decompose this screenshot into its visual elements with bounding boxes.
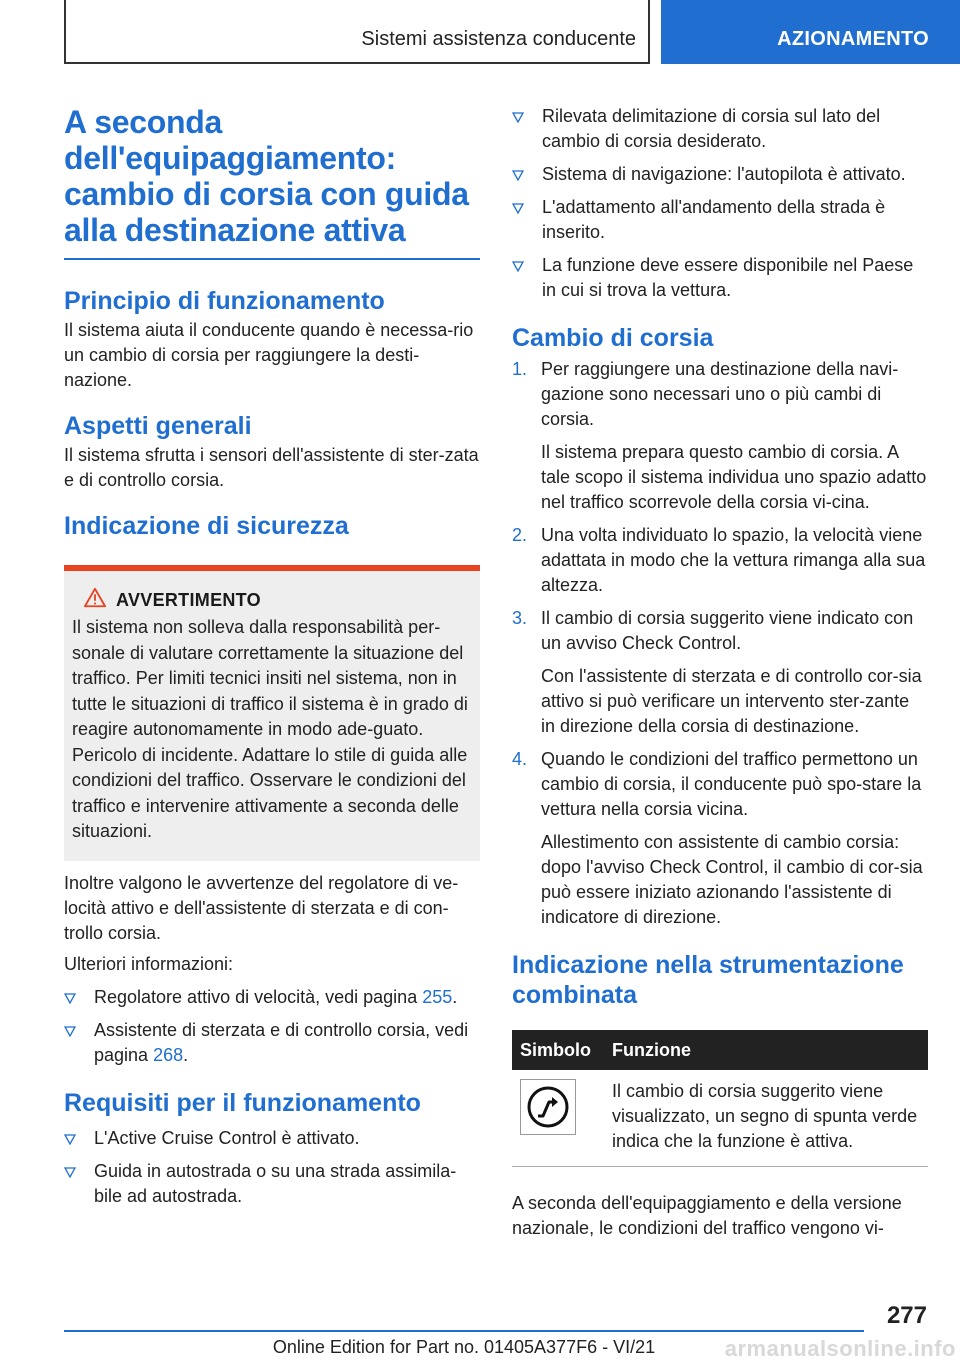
triangle-bullet-icon — [512, 203, 524, 214]
requisito-text: L'Active Cruise Control è attivato. — [94, 1127, 360, 1148]
lane-change-arrow-icon — [525, 1084, 571, 1130]
list-item — [64, 985, 480, 1010]
link-suffix: . — [183, 1044, 189, 1065]
triangle-bullet-icon — [64, 1134, 76, 1145]
warning-text: Il sistema non solleva dalla responsabilità per-sonale di valutare correttamente la situazione del traffico. Per limiti tecnici insiti nel sistema, non in tutte le situazioni di traffico il sistema è in grado di reagire autonomamente in modo ade-guato. Pericolo di incidente. Adattare lo stile di guida alle condizioni del traffico. Osservare le condizioni del traffico e intervenire attivamente a seconda delle situazioni. — [72, 617, 468, 841]
step-text-2: Il sistema prepara questo cambio di corsia. A tale scopo il sistema individua uno spazio adatto nel traffico scorrevole della corsia vi-cina. — [541, 442, 927, 512]
symbol-cell — [512, 1070, 604, 1167]
requisiti-list — [64, 1126, 480, 1209]
inoltre-text: Inoltre valgono le avvertenze del regolatore di ve-locità attivo e dell'assistente di sterzata e di con-trollo corsia. — [64, 872, 459, 943]
steps-list — [512, 357, 928, 930]
list-item — [512, 195, 928, 245]
heading-aspetti: Aspetti generali — [64, 412, 252, 440]
principio-text: Il sistema aiuta il conducente quando è necessa-rio un cambio di corsia per raggiungere la desti-nazione. — [64, 320, 474, 390]
closing-text: A seconda dell'equipaggiamento e della versione nazionale, le condizioni del traffico vengono vi- — [512, 1193, 902, 1238]
link-suffix: . — [452, 986, 458, 1007]
step-number: 3. — [512, 608, 528, 628]
warning-title-row — [72, 589, 472, 611]
aspetti-text: Il sistema sfrutta i sensori dell'assistente di ster-zata e di controllo corsia. — [64, 445, 479, 490]
step-text: Quando le condizioni del traffico permettono un cambio di corsia, il conducente può spo-stare la vettura nella corsia vicina. — [541, 749, 922, 819]
footer-edition: Online Edition for Part no. 01405A377F6 - VI/21 — [272, 1337, 656, 1357]
step-number: 1. — [512, 359, 528, 379]
step-item — [512, 606, 928, 739]
left-column — [64, 104, 480, 1209]
requisito-text: Rilevata delimitazione di corsia sul lato del cambio di corsia desiderato. — [542, 106, 881, 151]
requisito-text: Sistema di navigazione: l'autopilota è attivato. — [542, 164, 906, 184]
table-row — [512, 1070, 928, 1167]
page-link-255[interactable]: 255 — [422, 986, 453, 1007]
step-text: Il cambio di corsia suggerito viene indicato con un avviso Check Control. — [541, 608, 914, 653]
heading-requisiti: Requisiti per il funzionamento — [64, 1088, 421, 1117]
footer-divider — [64, 1330, 864, 1332]
symbol-table — [512, 1030, 928, 1167]
link-text: Regolatore attivo di velocità, vedi pagina — [94, 986, 423, 1007]
warning-title: AVVERTIMENTO — [116, 590, 261, 610]
list-item — [512, 253, 928, 303]
heading-indicazione: Indicazione nella strumentazione combinata — [512, 951, 904, 1009]
function-cell: Il cambio di corsia suggerito viene visualizzato, un segno di spunta verde indica che la funzione è attiva. — [604, 1070, 928, 1167]
step-number: 4. — [512, 749, 528, 769]
list-item — [64, 1018, 480, 1068]
heading-sicurezza: Indicazione di sicurezza — [64, 512, 349, 540]
header-chapter-label: AZIONAMENTO — [777, 28, 929, 50]
list-item — [512, 162, 928, 187]
warning-triangle-icon — [84, 587, 106, 609]
step-number: 2. — [512, 525, 528, 545]
header-section-title: Sistemi assistenza conducente — [361, 28, 636, 50]
triangle-bullet-icon — [64, 1026, 76, 1037]
triangle-bullet-icon — [64, 1167, 76, 1178]
watermark: armanualsonline.info — [724, 1336, 956, 1361]
step-text-2: Con l'assistente di sterzata e di controllo cor-sia attivo si può verificare un intervento ster-zante in direzione della corsia di destinazione. — [541, 666, 922, 736]
list-item — [64, 1126, 480, 1151]
col-symbol-header: Simbolo — [512, 1030, 604, 1070]
requisiti-cont-list — [512, 104, 928, 303]
heading-cambio: Cambio di corsia — [512, 324, 714, 352]
step-text: Per raggiungere una destinazione della navi-gazione sono necessari uno o più cambi di corsia. — [541, 359, 899, 429]
list-item — [64, 1159, 480, 1209]
right-column — [512, 104, 928, 1241]
step-text: Una volta individuato lo spazio, la velocità viene adattata in modo che la vettura rimanga alla sua altezza. — [541, 525, 926, 595]
requisito-text: Guida in autostrada o su una strada assimila-bile ad autostrada. — [94, 1160, 457, 1206]
warning-box — [64, 565, 480, 861]
step-item — [512, 747, 928, 930]
step-item — [512, 523, 928, 598]
triangle-bullet-icon — [64, 993, 76, 1004]
requisito-text: L'adattamento all'andamento della strada è inserito. — [542, 197, 886, 242]
step-text-2: Allestimento con assistente di cambio corsia: dopo l'avviso Check Control, il cambio di cor-sia può essere iniziato azionando l'assistente di indicatore di direzione. — [541, 832, 923, 927]
list-item — [512, 104, 928, 154]
page-number: 277 — [886, 1302, 927, 1329]
triangle-bullet-icon — [512, 261, 524, 272]
heading-principio: Principio di funzionamento — [64, 287, 385, 315]
ulteriori-text: Ulteriori informazioni: — [64, 953, 234, 974]
symbol-frame — [520, 1079, 576, 1135]
col-function-header: Funzione — [604, 1030, 928, 1070]
page-title: A seconda dell'equipaggiamento: cambio di corsia con guida alla destinazione attiva — [64, 104, 480, 260]
links-list — [64, 985, 480, 1068]
link-text: Assistente di sterzata e di controllo corsia, vedi pagina — [94, 1019, 469, 1065]
step-item — [512, 357, 928, 515]
triangle-bullet-icon — [512, 112, 524, 123]
page-link-268[interactable]: 268 — [153, 1044, 184, 1065]
triangle-bullet-icon — [512, 170, 524, 181]
requisito-text: La funzione deve essere disponibile nel Paese in cui si trova la vettura. — [542, 255, 914, 300]
